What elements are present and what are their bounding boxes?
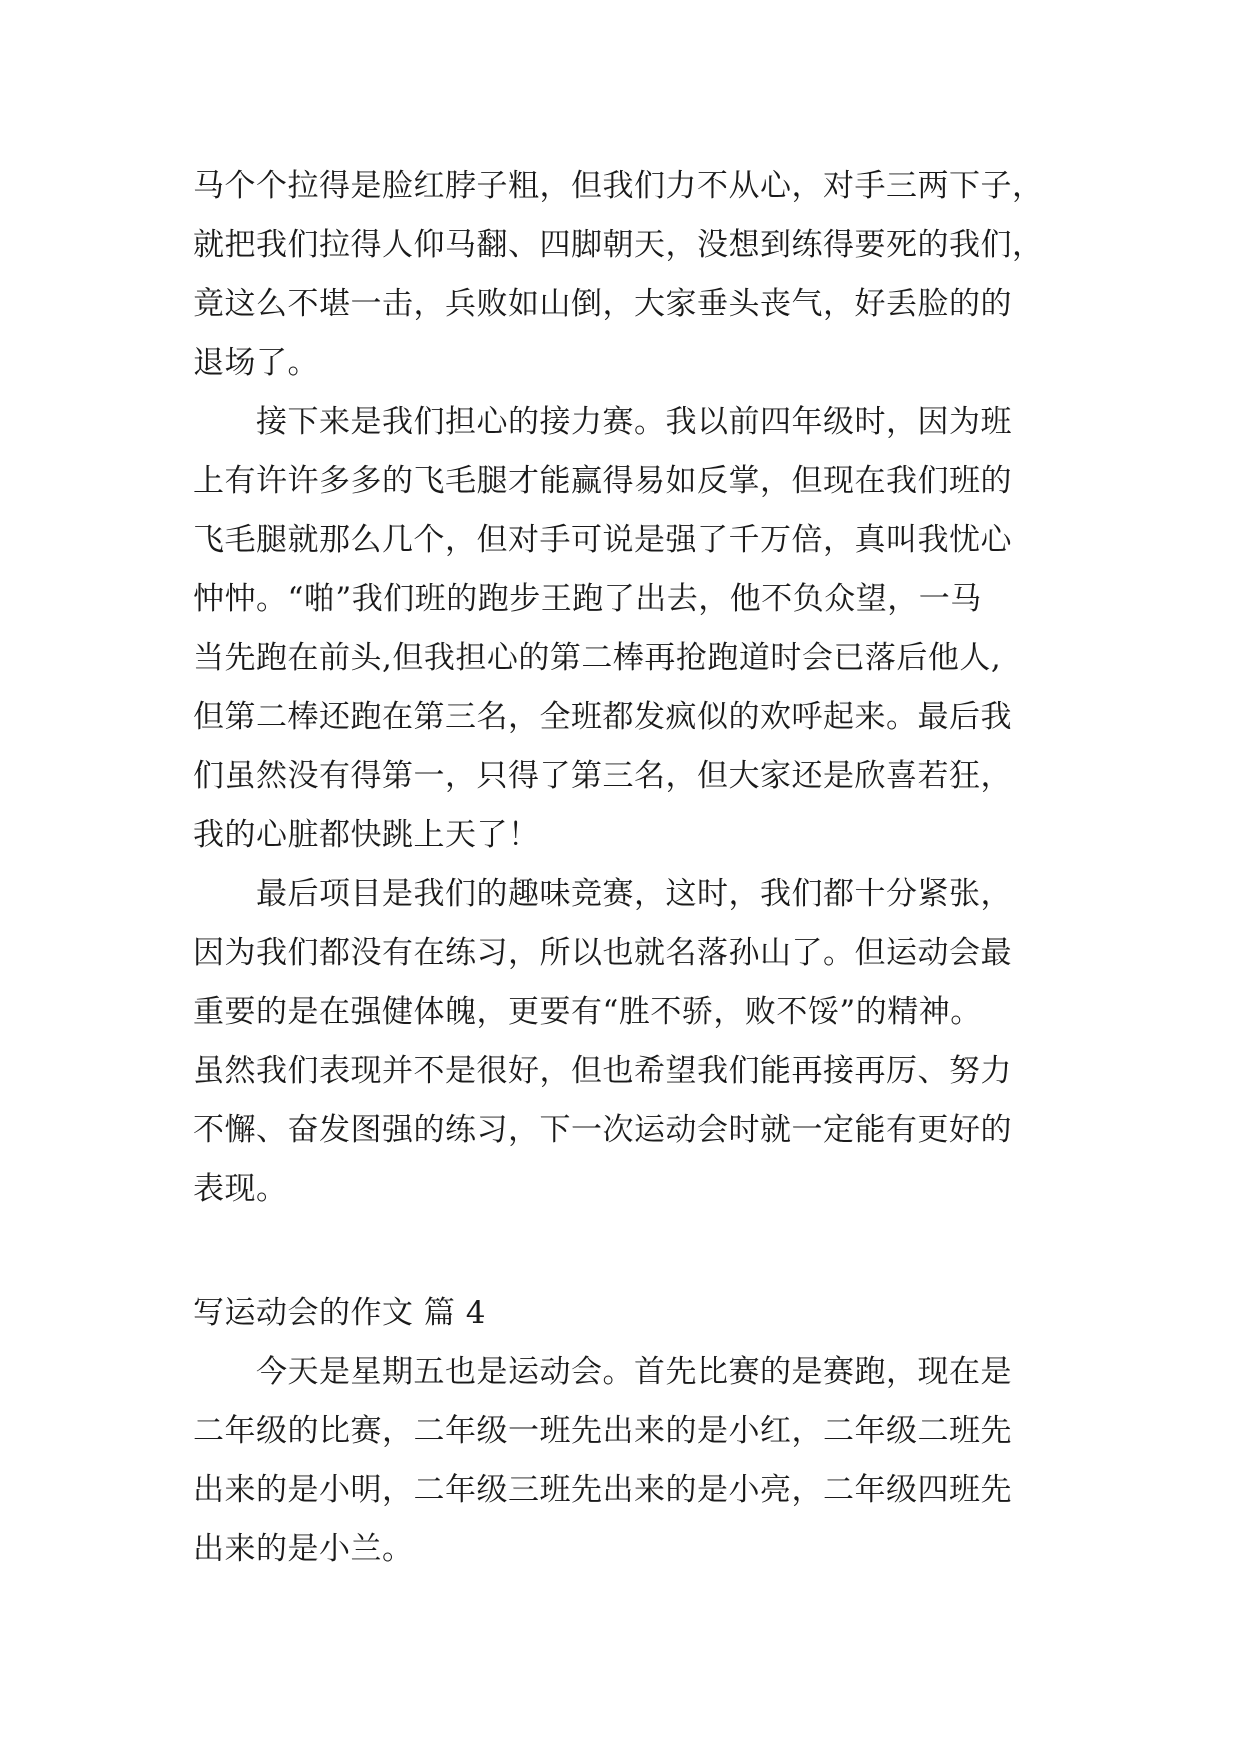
text-line: 二年级的比赛，二年级一班先出来的是小红，二年级二班先 <box>193 1413 1012 1449</box>
text-line: 忡忡。“啪”我们班的跑步王跑了出去，他不负众望，一马 <box>193 581 982 617</box>
text-line: 退场了。 <box>193 345 319 381</box>
text-line: 因为我们都没有在练习，所以也就名落孙山了。但运动会最 <box>193 935 1012 971</box>
text-line: 竟这么不堪一击，兵败如山倒，大家垂头丧气，好丢脸的的 <box>193 286 1012 322</box>
paragraph-continued <box>193 157 1063 393</box>
text-line: 出来的是小明，二年级三班先出来的是小亮，二年级四班先 <box>193 1472 1012 1508</box>
text-line: 接下来是我们担心的接力赛。我以前四年级时，因为班 <box>193 404 1012 440</box>
text-line: 上有许许多多的飞毛腿才能赢得易如反掌，但现在我们班的 <box>193 463 1012 499</box>
text-line: 重要的是在强健体魄，更要有“胜不骄，败不馁”的精神。 <box>193 994 982 1030</box>
text-line: 马个个拉得是脸红脖子粗，但我们力不从心，对手三两下子， <box>193 168 1044 204</box>
text-line: 出来的是小兰。 <box>193 1531 414 1567</box>
paragraph-relay-race <box>193 393 1063 865</box>
text-line: 当先跑在前头,但我担心的第二棒再抢跑道时会已落后他人, <box>193 640 1002 676</box>
text-line: 虽然我们表现并不是很好，但也希望我们能再接再厉、努力 <box>193 1053 1012 1089</box>
text-line: 飞毛腿就那么几个，但对手可说是强了千万倍，真叫我忧心 <box>193 522 1012 558</box>
paragraph-fun-contest <box>193 865 1063 1219</box>
section-heading: 写运动会的作文 篇 4 <box>193 1295 486 1331</box>
text-line: 就把我们拉得人仰马翻、四脚朝天，没想到练得要死的我们， <box>193 227 1044 263</box>
text-line: 们虽然没有得第一，只得了第三名，但大家还是欣喜若狂， <box>193 758 1012 794</box>
text-line: 我的心脏都快跳上天了！ <box>193 817 540 853</box>
text-line: 今天是星期五也是运动会。首先比赛的是赛跑，现在是 <box>193 1354 1012 1390</box>
text-line: 最后项目是我们的趣味竞赛，这时，我们都十分紧张， <box>193 876 1012 912</box>
paragraph-essay-4 <box>193 1343 1063 1579</box>
text-line: 不懈、奋发图强的练习，下一次运动会时就一定能有更好的 <box>193 1112 1012 1148</box>
text-line: 表现。 <box>193 1171 288 1207</box>
text-line: 但第二棒还跑在第三名，全班都发疯似的欢呼起来。最后我 <box>193 699 1012 735</box>
